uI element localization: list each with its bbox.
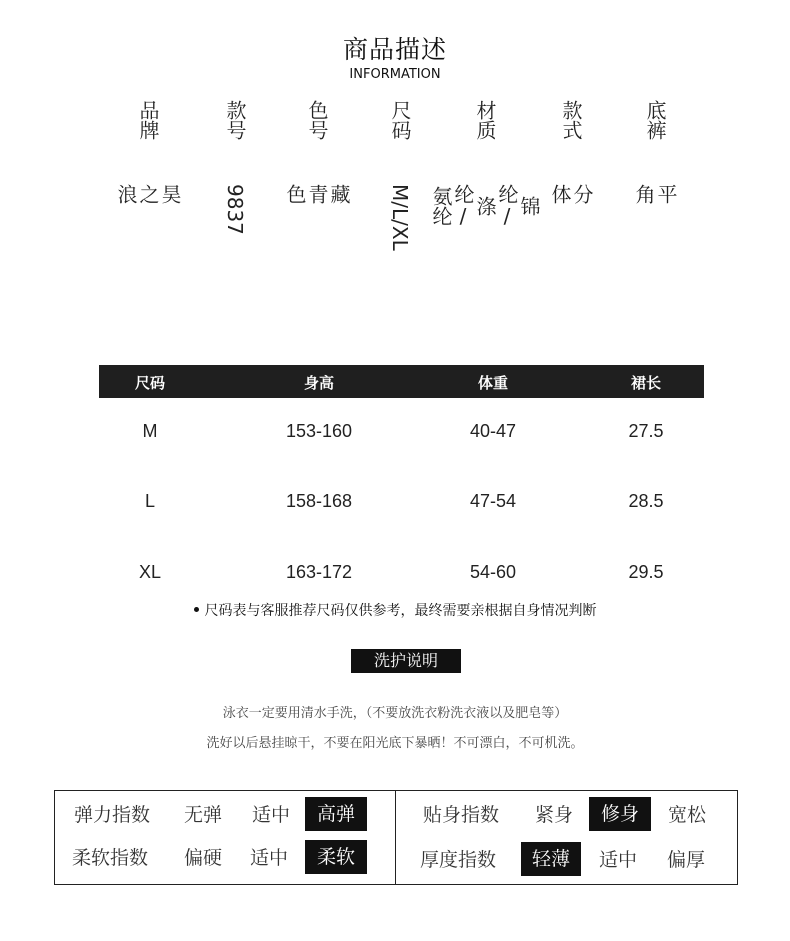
thickness-option-selected: 轻薄 [521,842,581,876]
wash-instruction: 洗好以后悬挂晾干，不要在阳光底下暴晒！不可漂白，不可机洗。 [206,736,584,751]
size-note [0,600,790,620]
table-cell: L [144,491,156,511]
fit-option-selected: 修身 [589,797,651,831]
table-row [99,491,704,521]
column-header: 裙长 [630,374,662,392]
softness-option-selected: 柔软 [305,840,367,874]
column-header: 尺码 [134,374,166,392]
info-style-number [220,100,250,235]
info-size [385,100,415,251]
elasticity-option: 无弹 [184,804,223,826]
page-title: 商品描述 [342,35,447,64]
table-cell: 158-168 [285,491,353,511]
thickness-option: 适中 [599,849,638,871]
thickness-option: 偏厚 [667,849,706,871]
info-bottoms [632,100,678,204]
info-label: 款式 [559,100,583,140]
info-label: 品牌 [136,100,160,140]
thickness-label: 厚度指数 [420,849,497,871]
table-row [99,421,704,451]
table-cell: 28.5 [628,491,664,511]
info-brand [114,100,182,204]
fit-label: 贴身指数 [423,804,500,826]
wash-title: 洗护说明 [351,649,461,673]
table-row [99,562,704,592]
table-cell: 27.5 [628,421,664,441]
info-value: 锦纶/涤纶/氨纶 [429,184,541,228]
bullet-icon [194,607,199,612]
softness-option: 偏硬 [184,847,223,869]
info-label: 色号 [305,100,329,140]
elasticity-option-selected: 高弹 [305,797,367,831]
info-value: 分体 [548,184,594,204]
column-header: 体重 [477,374,509,392]
info-value: M/L/XL [388,184,412,251]
elasticity-label: 弹力指数 [74,804,151,826]
info-material [429,100,541,228]
elasticity-option: 适中 [252,804,291,826]
table-cell: 54-60 [469,562,517,582]
table-cell: 40-47 [469,421,517,441]
table-cell: XL [138,562,162,582]
table-cell: M [142,421,158,441]
info-type [548,100,594,204]
table-cell: 153-160 [285,421,353,441]
table-cell: 47-54 [469,491,517,511]
info-value: 平角 [632,184,678,204]
info-value: 9837 [223,184,247,235]
column-header: 身高 [303,374,335,392]
info-label: 款号 [223,100,247,140]
info-label: 尺码 [388,100,412,140]
info-color [283,100,351,204]
info-label: 材质 [473,100,497,140]
page-subtitle: INFORMATION [349,67,441,82]
info-value: 昊之浪 [114,184,182,204]
size-table-header [99,365,704,398]
softness-label: 柔软指数 [72,847,149,869]
table-cell: 29.5 [628,562,664,582]
wash-instruction: 泳衣一定要用清水手洗，（不要放洗衣粉洗衣液以及肥皂等） [222,706,568,721]
size-note-text: 尺码表与客服推荐尺码仅供参考，最终需要亲根据自身情况判断 [204,603,597,619]
fit-option: 宽松 [668,804,707,826]
table-cell: 163-172 [285,562,353,582]
info-label: 底裤 [643,100,667,140]
info-value: 藏青色 [283,184,351,204]
fit-option: 紧身 [535,804,574,826]
softness-option: 适中 [250,847,289,869]
index-divider [395,790,396,885]
